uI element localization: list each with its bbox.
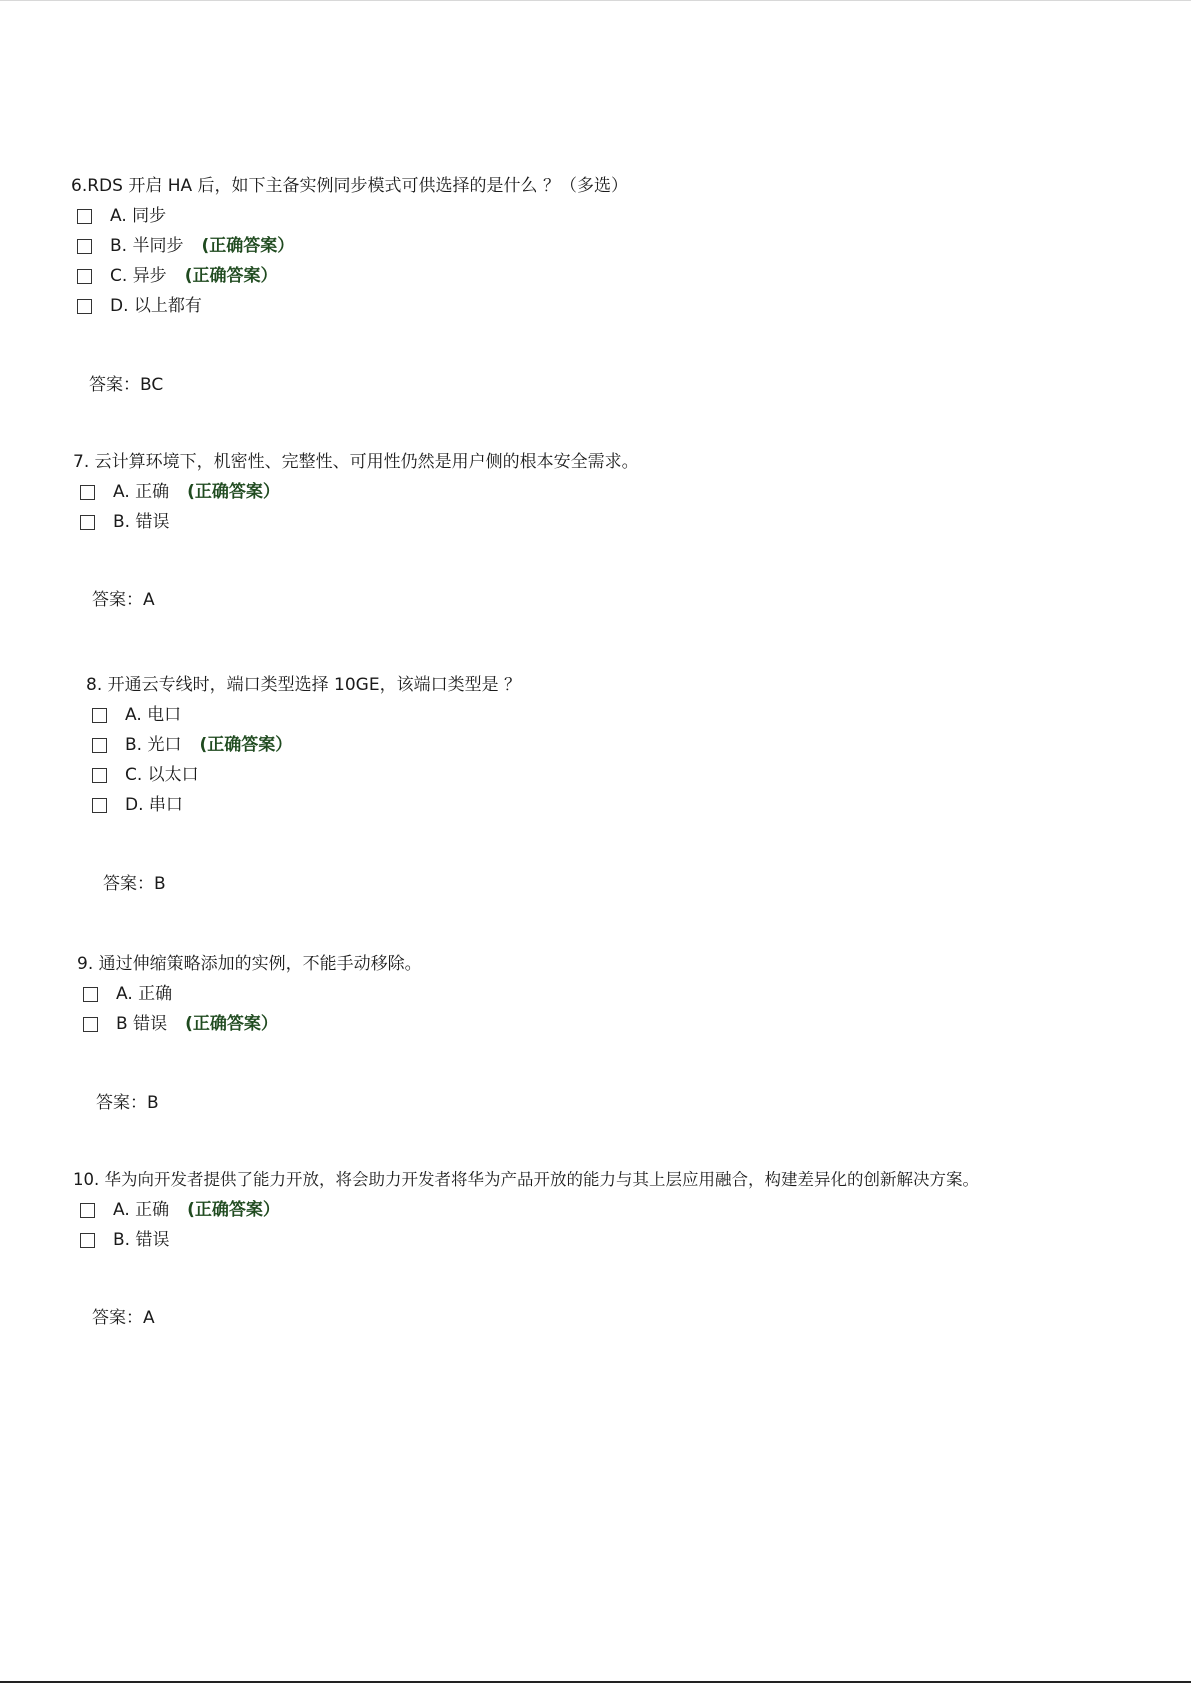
checkbox-icon[interactable] (80, 485, 95, 500)
option-label: A. 正确 (113, 482, 170, 502)
option-label: B. 错误 (113, 512, 170, 532)
question-8-option-c[interactable] (92, 764, 199, 786)
question-10-option-b[interactable] (80, 1229, 169, 1251)
checkbox-icon[interactable] (80, 1233, 95, 1248)
option-label: D. 串口 (125, 795, 183, 815)
option-label: C. 以太口 (125, 765, 199, 785)
option-label: A. 正确 (116, 984, 173, 1004)
checkbox-icon[interactable] (77, 239, 92, 254)
question-10-text: 10. 华为向开发者提供了能力开放，将会助力开发者将华为产品开放的能力与其上层应用融合，构建差异化的创新解决方案。 (73, 1170, 979, 1189)
question-8-answer: 答案：B (103, 874, 166, 894)
question-8-option-a[interactable] (92, 704, 181, 726)
page-top-border (0, 0, 1191, 1)
question-6-option-c[interactable] (77, 265, 277, 287)
checkbox-icon[interactable] (77, 269, 92, 284)
option-label: B 错误 (116, 1014, 168, 1034)
question-10-answer: 答案：A (92, 1308, 155, 1328)
correct-answer-tag: (正确答案） (184, 266, 278, 286)
option-label: C. 异步 (110, 266, 167, 286)
checkbox-icon[interactable] (92, 768, 107, 783)
option-label: A. 正确 (113, 1200, 170, 1220)
question-6-option-b[interactable] (77, 235, 294, 257)
option-label: B. 光口 (125, 735, 182, 755)
question-8-option-b[interactable] (92, 734, 292, 756)
question-8-option-d[interactable] (92, 794, 183, 816)
question-9-text: 9. 通过伸缩策略添加的实例，不能手动移除。 (77, 954, 422, 974)
checkbox-icon[interactable] (83, 1017, 98, 1032)
checkbox-icon[interactable] (77, 299, 92, 314)
option-label: D. 以上都有 (110, 296, 202, 316)
question-6-option-a[interactable] (77, 205, 166, 227)
option-label: B. 错误 (113, 1230, 170, 1250)
checkbox-icon[interactable] (80, 515, 95, 530)
question-7-option-b[interactable] (80, 511, 169, 533)
option-label: A. 同步 (110, 206, 167, 226)
question-9-option-b[interactable] (83, 1013, 278, 1035)
question-8-text: 8. 开通云专线时，端口类型选择 10GE，该端口类型是 ？ (86, 675, 521, 695)
checkbox-icon[interactable] (80, 1203, 95, 1218)
checkbox-icon[interactable] (92, 798, 107, 813)
correct-answer-tag: (正确答案） (185, 1014, 278, 1034)
question-9-option-a[interactable] (83, 983, 172, 1005)
checkbox-icon[interactable] (92, 708, 107, 723)
correct-answer-tag: (正确答案） (199, 735, 293, 755)
checkbox-icon[interactable] (77, 209, 92, 224)
page-bottom-border (0, 1681, 1191, 1683)
correct-answer-tag: (正确答案） (201, 236, 295, 256)
question-7-answer: 答案：A (92, 590, 155, 610)
question-10-option-a[interactable] (80, 1199, 280, 1221)
checkbox-icon[interactable] (83, 987, 98, 1002)
question-6-text: 6.RDS 开启 HA 后，如下主备实例同步模式可供选择的是什么 ？（多选） (71, 176, 628, 196)
question-6-answer: 答案：BC (89, 375, 164, 395)
checkbox-icon[interactable] (92, 738, 107, 753)
option-label: B. 半同步 (110, 236, 184, 256)
question-9-answer: 答案：B (96, 1093, 159, 1113)
question-7-option-a[interactable] (80, 481, 280, 503)
correct-answer-tag: (正确答案） (187, 1200, 280, 1220)
question-6-option-d[interactable] (77, 295, 202, 317)
correct-answer-tag: (正确答案） (187, 482, 280, 502)
option-label: A. 电口 (125, 705, 182, 725)
question-7-text: 7. 云计算环境下，机密性、完整性、可用性仍然是用户侧的根本安全需求。 (73, 452, 639, 472)
